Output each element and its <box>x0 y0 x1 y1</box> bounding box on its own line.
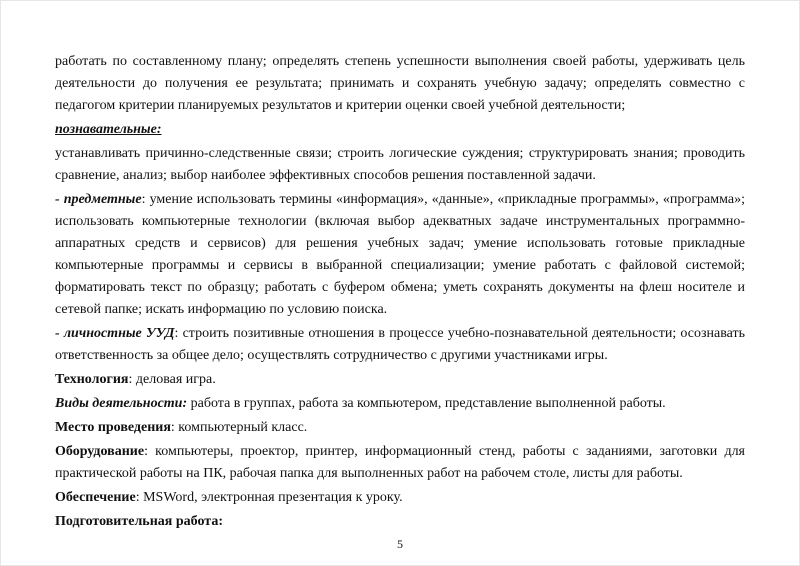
paragraph-text: : MSWord, электронная презентация к уроку. <box>135 490 403 505</box>
heading-cognitive <box>55 119 745 141</box>
paragraph-subject <box>55 189 745 321</box>
paragraph-text: : умение использовать термины «информация», «данные», «прикладные программы», «программа»; использовать компьютерные технологии (включая выбор адекватных задаче инструментальных программно- аппаратных средств и сервисов) для решения учебных задач; умение использовать готовые прикладные компьютерные программы и сервисы в выбранной специализации; умение работать с файловой системой; форматировать текст по образцу; работать с буфером обмена; уметь сохранять документы на флеш носителе и сетевой папке; искать информацию по условию поиска. <box>55 192 745 317</box>
paragraph-activities <box>55 393 745 415</box>
paragraph-lead: - личностные УУД <box>55 326 175 341</box>
paragraph-equipment <box>55 441 745 485</box>
paragraph-text: устанавливать причинно-следственные связи; строить логические суждения; структурировать знания; проводить сравнение, анализ; выбор наиболее эффективных способов решения поставленной задачи. <box>55 146 745 183</box>
paragraph-technology <box>55 369 745 391</box>
paragraph-regulative <box>55 51 745 117</box>
paragraph-text: : компьютерный класс. <box>170 420 308 435</box>
paragraph-text: : строить позитивные отношения в процессе учебно-познавательной деятельности; осознавать ответственность за общее дело; осуществлять сотрудничество с другими участниками игры. <box>55 326 746 363</box>
paragraph-lead: - предметные <box>55 192 142 207</box>
paragraph-cognitive <box>55 143 745 187</box>
paragraph-text: : деловая игра. <box>128 372 216 387</box>
paragraph-lead: Обеспечение <box>55 490 136 505</box>
heading-text: познавательные: <box>55 122 162 137</box>
paragraph-location <box>55 417 745 439</box>
paragraph-lead: Технология <box>55 372 129 387</box>
paragraph-text: работа в группах, работа за компьютером, представление выполненной работы. <box>187 396 666 411</box>
paragraph-lead: Место проведения <box>55 420 171 435</box>
paragraph-lead: Виды деятельности: <box>55 396 188 411</box>
paragraph-personal <box>55 323 745 367</box>
page-number: 5 <box>397 537 403 551</box>
paragraph-software <box>55 487 745 509</box>
paragraph-text: работать по составленному плану; определять степень успешности выполнения своей работы, удерживать цель деятельности до получения ее результата; принимать и сохранять учебную задачу; определять совместно с педагогом критерии планируемых результатов и критерии оценки своей учебной деятельности; <box>55 54 745 113</box>
heading-preparation <box>55 511 745 533</box>
paragraph-lead: Оборудование <box>55 444 145 459</box>
heading-text: Подготовительная работа: <box>55 514 223 529</box>
paragraph-text: : компьютеры, проектор, принтер, информационный стенд, работы с заданиями, заготовки для практической работы на ПК, рабочая папка для выполненных работ на рабочем столе, листы для работы. <box>55 444 745 481</box>
